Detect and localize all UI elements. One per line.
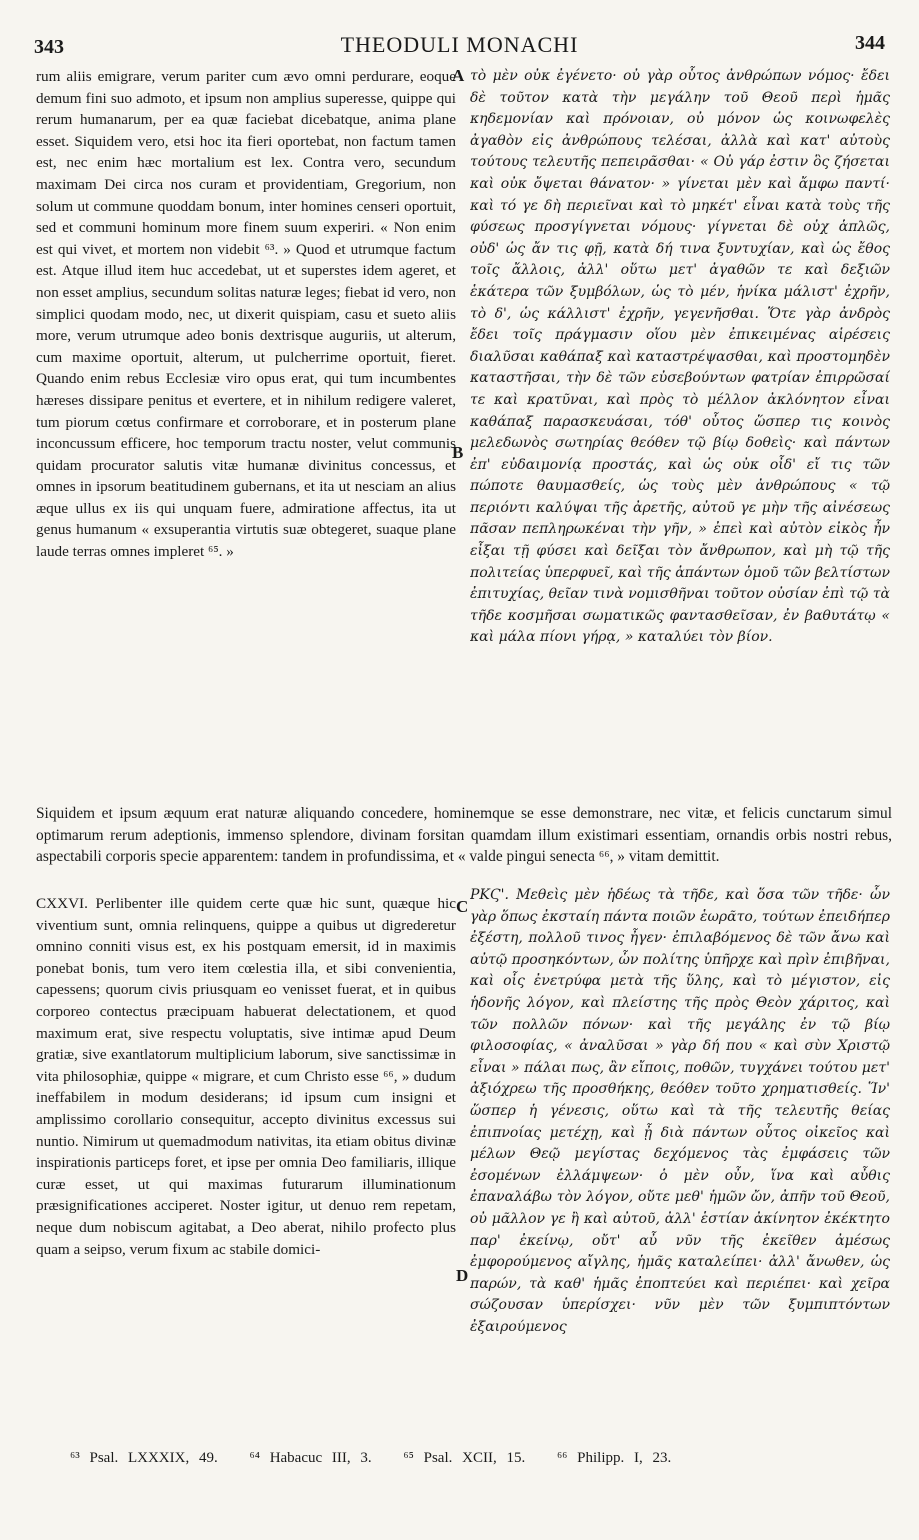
running-title: THEODULI MONACHI [340,32,579,57]
footnotes [70,1450,870,1467]
greek-column-1: τὸ μὲν οὐκ ἐγένετο· οὐ γὰρ οὗτος ἀνθρώπων νόμος· ἔδει δὲ τοῦτον κατὰ τὴν μεγάλην τοῦ Θεοῦ περὶ ἡμᾶς κηδεμονίαν καὶ πρόνοιαν, οὐ μόνον ὡς κοινωφελὲς ἀγαθὸν εἰς ἀνθρώπους τελέσαι, ἀλλὰ καὶ κατ' αὐτοὺς τούτους τελευτῆς πεπειρᾶσθαι· « Οὐ γάρ ἐστιν ὃς ζήσεται καὶ οὐκ ὄψεται θάνατον· » γίνεται μὲν καὶ ἄμφω παντί· καὶ τό γε δὴ περιεῖναι καὶ τὸ μηκέτ' εἶναι κατὰ τοὺς τῆς φύσεως προσγίγνεται νόμους· γίγνεται δὲ οὐχ ἁπλῶς, οὐδ' ὡς ἄν τις φῇ, κατὰ δή τινα ξυντυχίαν, καὶ ὡς ἔθος τοῖς ἄλλοις, ἀλλ' οὕτω μετ' ἀγαθῶν τε καὶ δεξιῶν ἑκάτερα τῶν ξυμβόλων, ὡς τὸ μέν, ἡνίκα μάλιστ' ἐχρῆν, τὸ δ', ὡς κάλλιστ' ἐχρῆν, γεγενῆσθαι. Ὅτε γὰρ ἀνδρὸς ἔδει τοῖς πράγμασιν οἵου μὲν ἐπικειμένας αἱρέσεις διαλῦσαι καθάπαξ καὶ καταστρέψασθαι, καὶ προστομηδὲν καταστῆσαι, τὴν δὲ τῶν εὐσεβούντων φατρίαν ἐπιρρῶσαί τε καὶ κρατῦναι, καὶ πρὸς τὸ μέλλον ἀκλόνητον εἶναι καθάπαξ παρασκευάσαι, τόθ' οὗτος ὥσπερ τις κοινὸς μελεδωνὸς σωτηρίας θεόθεν τῷ βίῳ δοθεὶς· καὶ πάντων ἐπ' εὐδαιμονίᾳ προστάς, καὶ ὡς οὐκ οἶδ' εἴ τις τῶν πώποτε θαυμασθείς, ὡς τοὺς μὲν ἀνθρώπους « τῷ περιόντι καλύψαι τῆς ἀρετῆς, αὐτοῦ γε μὴν τῆς αἰνέσεως πᾶσαν πεπληρωκέναι τὴν γῆν, » ἐπεὶ καὶ αὐτὸν εἰκὸς ἦν εἶξαι τῇ φύσει καὶ δεῖξαι τὸν ἄνθρωπον, καὶ μὴ τῷ τῆς πολιτείας ὑπερφυεῖ, καὶ τῆς ἁπάντων ὁμοῦ τῶν βελτίστων ἐπιτυχίας, θεῖαν τινὰ νομισθῆναι τοῦτον οὐσίαν ἐπὶ τῷ τὰ τῆδε κοσμῆσαι σωματικῶς φαντασθεῖσαν, ἐν βαθυτάτῳ « καὶ μάλα πίονι γήρᾳ, » καταλύει τὸν βίον. [470,68,890,646]
greek-column-2: ΡΚϚ'. Μεθεὶς μὲν ἡδέως τὰ τῆδε, καὶ ὅσα τῶν τῆδε· ὧν γὰρ ὅπως ἐκσταίη πάντα ποιῶν ἑωρᾶτο, τούτων ἐπειδήπερ ἐξέστη, πολλοῦ τινος ἦγεν· ἐπιλαβόμενος δὲ τῶν ἄνω καὶ αὐτῷ προσηκόντων, ὧν πολίτης ὑπῆρχε καὶ πρὶν ἐπιβῆναι, καὶ οἷς ἐνετρύφα μετὰ τῆς ὕλης, καὶ τὸ μέγιστον, εἰς ἡδονῆς λόγον, καὶ πλείστης τῆς πρὸς Θεὸν χάριτος, καὶ τῶν πολλῶν πόνων· καὶ τῆς μεγάλης ἐν τῷ βίῳ φιλοσοφίας, « ἀναλῦσαι » γὰρ δή που « καὶ σὺν Χριστῷ εἶναι » πάλαι πως, ἂν εἴποις, ποθῶν, τυγχάνει τούτου μετ' ἀξιόχρεω τῆς προσθήκης, θεόθεν τοῦτο χρηματισθείς. Ἵν' ὥσπερ ἡ γένεσις, οὕτω καὶ τὰ τῆς τελευτῆς θείας ἐπιπνοίας μετέχῃ, καὶ ᾖ διὰ πάντων οὗτος οἰκεῖος καὶ μέλων Θεῷ μεγίστας δεχόμενος τὰς ἐμφάσεις τῶν ἐσομένων ἐλλάμψεων· ὁ μὲν οὖν, ἵνα καὶ αὖθις ἐπαναλάβω τὸν λόγον, οὔτε μεθ' ἡμῶν ὤν, ἀπῆν τοῦ Θεοῦ, οὐ μᾶλλον γε ἢ καὶ αὐτοῦ, ἀλλ' ἑστίαν ἀκίνητον ἐκέκτητο παρ' ἐκείνῳ, οὔτ' αὖ νῦν τῆς ἐκεῖθεν ἀμέσως ἐμφορούμενος αἴγλης, ἡμᾶς καταλείπει· ἀλλ' ἄνωθεν, ὡς παρών, τὰ καθ' ἡμᾶς ἐποπτεύει καὶ περιέπει· καὶ χεῖρα σώζουσαν ὑπερίσχει· νῦν μὲν τῶν ξυμπιπτόντων ἐξαιρούμενος [470,887,890,1335]
footnote: ⁶⁴ Habacuc III, 3. [249,1450,372,1466]
latin-column-2: CXXVI. Perlibenter ille quidem certe quæ hic sunt, quæque hic viventium sunt, omnia relinquens, quippe a quibus ut digrederetur omnino conniti visus est, ex his postquam emersit, id in maximis ponebat bonis, tum vero item cœlestia illa, et sibi convenientia, capessens; quorum civis priusquam eo venisset fuerat, et in quibus corporeo contectus præcipuam habuerat delectationem, et quod maximum erat, sive respectu voluptatis, sive intimæ apud Deum gratiæ, sive exantlatorum multiplicium laborum, sive sanctissimæ in vita philosophiæ, quippe « migrare, et cum Christo esse ⁶⁶, » dudum ineffabilem in modum desiderans; id ipsum cum insigni et amplissimo corollario consequitur, accepto divinitus excessus sui nuntio. Nimirum ut quemadmodum nativitas, ita etiam obitus divinæ inspirationis particeps foret, et ipse per omnia Deo familiaris, illique curæ esset, ut qui maximas futurarum illuminationum præsignificationes acciperet. Noster igitur, ut denuo rem repetam, neque dum nobiscum agitabat, a Deo aberat, nihilo profecto plus quam a seipso, verum fixum ac stabile domici- [36,895,456,1258]
margin-letter-c: C [456,897,469,916]
page-header [30,30,889,66]
footnote: ⁶⁶ Philipp. I, 23. [556,1450,672,1466]
margin-letter-d: D [456,1266,469,1285]
page-number-right: 344 [855,32,885,54]
footnote: ⁶⁵ Psal. XCII, 15. [403,1450,526,1466]
margin-letter-b: B [452,443,464,462]
latin-full-width-paragraph: Siquidem et ipsum æquum erat naturæ aliquando concedere, hominemque se esse demonstrare, nec vitæ, et felicis cunctarum simul optimarum rerum adeptionis, immenso splendore, divinam forsitan quamdam illum existimari essentiam, ornandis orbis nostri rebus, aspectabili corporis specie apparentem: tandem in profundissima, et « valde pingui senecta ⁶⁶, » vitam demittit. [36,805,892,866]
latin-column-1: rum aliis emigrare, verum pariter cum ævo omni perdurare, eoque demum fini suo admoto, et ipsum non amplius superesse, quippe qui rerum humanarum, per ea quæ faciebat dicebatque, anima plane esset. Siquidem vero, etsi hoc ita fieri oportebat, non factum tamen est, nec enim hæc mortalium est lex. Contra vero, secundum maximam Dei circa nos curam et providentiam, Gregorium, non solum ut commune quoddam bonum, inter homines censeri oportuit, sed et communi hominum more finem suum experiri. « Non enim est qui vivet, et mortem non videbit ⁶³. » Quod et utrumque factum est. Atque illud item huc accedebat, ut et superstes idem ageret, et non esset amplius, secundum solitas naturæ leges; fiebat id vero, non simplici quodam modo, nec, ut dixerit quispiam, casu et sueto aliis more, verum utrumque adeo bonis dextrisque auguriis, ut alterum, cum maxime oportuit, alterum, ut pulcherrime oportuit, fieret. Quando enim rebus Ecclesiæ viro opus erat, qui tum incumbentes hæreses dissipare penitus et evertere, et in nihilum redigere valeret, tum piorum cœtus confirmare et corroborare, et in posterum plane inconcussum efficere, hoc temporum tractu noster, velut communis quidam procurator salutis vitæ humanæ divinitus concessus, et omnes in ipsorum beatitudinem gubernans, et ita ut nesciam an alius æque ullus ex iis qui unquam fuere, admiratione affectus, ita ut genus humanum « exsuperantia virtutis suæ obtegeret, suaque plane laude terras omnes impleret ⁶⁵. » [36,68,456,561]
footnote: ⁶³ Psal. LXXXIX, 49. [70,1450,218,1466]
margin-letter-a: A [452,66,465,85]
page-number-left: 343 [34,36,64,58]
